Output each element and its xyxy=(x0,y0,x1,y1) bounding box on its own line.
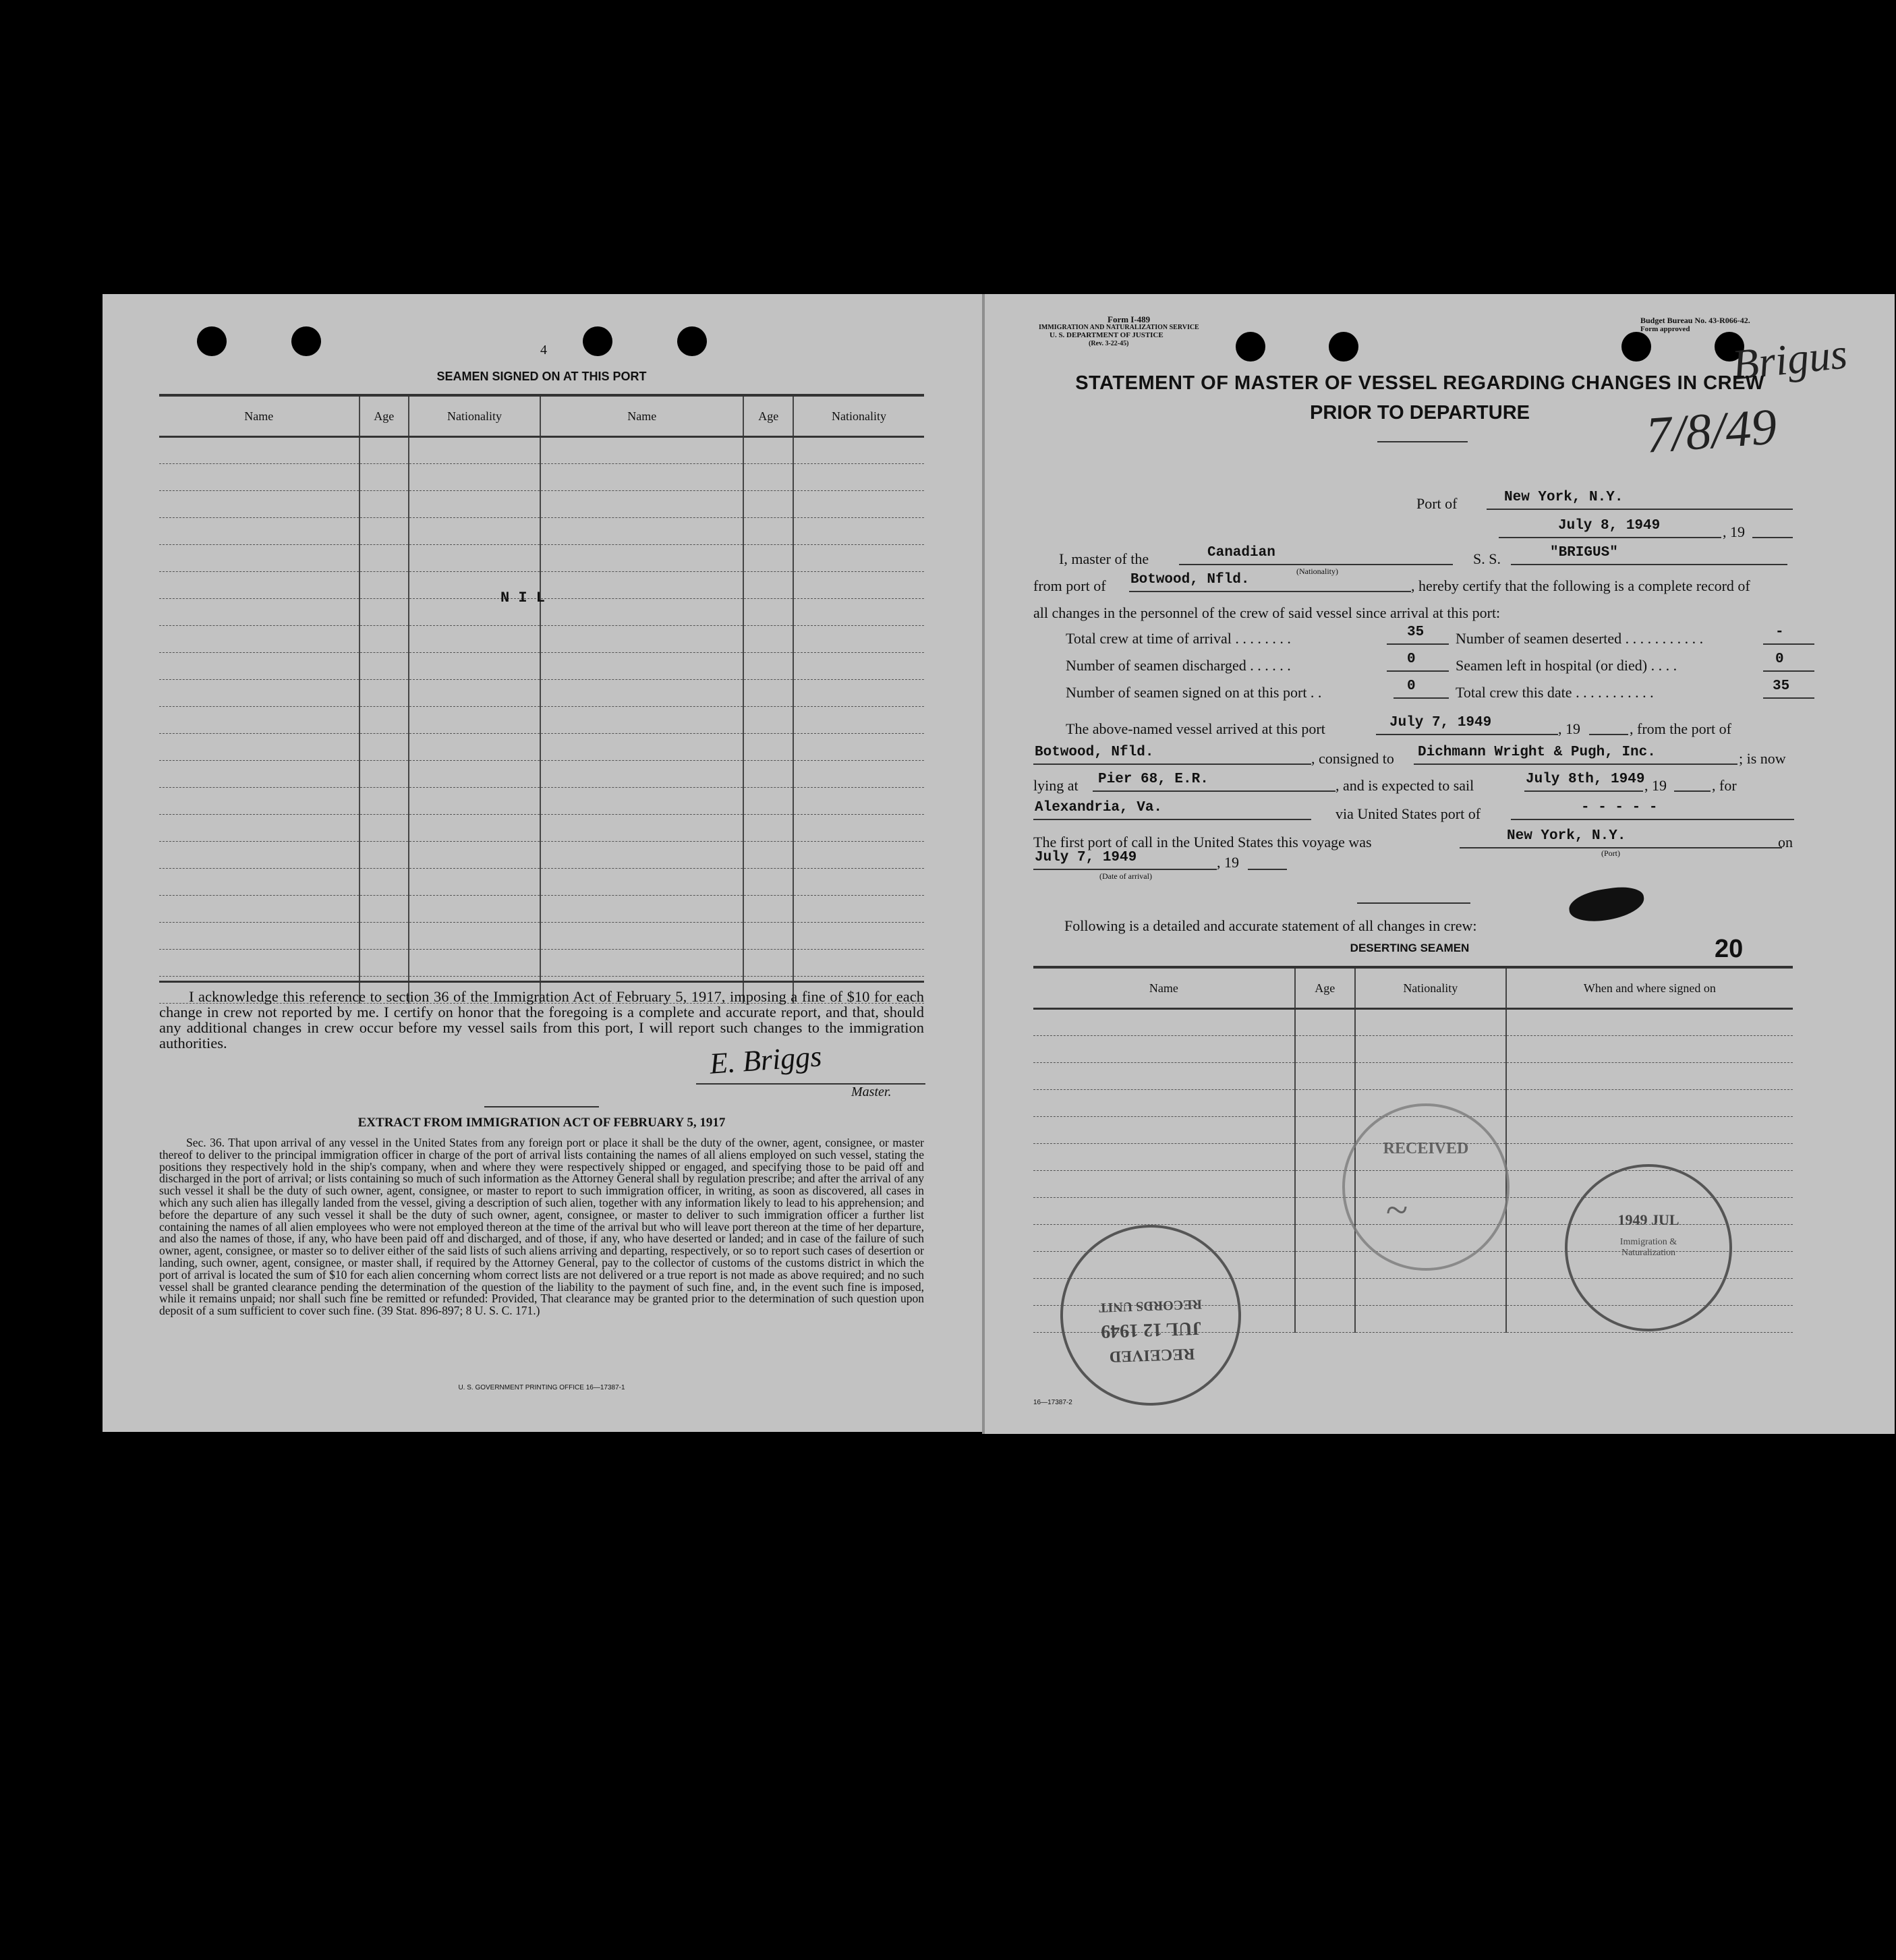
col-header-age: Age xyxy=(360,397,409,437)
col-header-nationality: Nationality xyxy=(1355,969,1506,1009)
from-port-label: from port of xyxy=(1033,577,1106,594)
form-number: Form I-489 xyxy=(1108,314,1151,324)
stat-value-discharged: 0 xyxy=(1407,652,1416,667)
acknowledgment-text: I acknowledge this reference to section 36 of the Immigration Act of February 5, 1917, imposing a fine of $10 for each change in crew not reported by me. I certify on honor that the foregoing is a complete and accurate report, and that, should any additional changes in crew occur before my vessel sails from this port, I will report such changes to the immigration authorities. xyxy=(159,988,924,1051)
port-value: New York, N.Y. xyxy=(1504,490,1624,505)
pier-value: Pier 68, E.R. xyxy=(1098,772,1209,787)
stamp-date-text: JUL 12 1949 xyxy=(1100,1317,1202,1342)
port-caption: (Port) xyxy=(1601,848,1620,858)
following-text: Following is a detailed and accurate statement of all changes in crew: xyxy=(1064,917,1477,934)
first-date-value: July 7, 1949 xyxy=(1035,850,1137,865)
expected-label: , and is expected to sail xyxy=(1335,777,1474,794)
page-number: 4 xyxy=(540,343,547,357)
col-header-age: Age xyxy=(743,397,793,437)
punch-hole xyxy=(1621,332,1651,362)
stamp-received-text: RECEIVED xyxy=(1109,1344,1195,1366)
initials-mark: ~ xyxy=(1385,1188,1408,1232)
extract-title: EXTRACT FROM IMMIGRATION ACT OF FEBRUARY 5, 1917 xyxy=(357,1116,726,1130)
date-value: July 8, 1949 xyxy=(1558,518,1661,534)
on-label: on xyxy=(1778,834,1793,851)
col-header-nationality: Nationality xyxy=(409,397,540,437)
stat-label-total-arrival: Total crew at time of arrival . . . . . . . . xyxy=(1066,630,1291,647)
stat-value-total-date: 35 xyxy=(1773,679,1790,694)
port-label: Port of xyxy=(1416,495,1458,512)
stamp-received-text: RECEIVED xyxy=(1383,1140,1469,1157)
col-header-name: Name xyxy=(159,397,360,437)
ship-name: "BRIGUS" xyxy=(1550,545,1618,560)
form-title-line-2: PRIOR TO DEPARTURE xyxy=(1309,402,1530,424)
handwritten-count: 20 xyxy=(1715,935,1744,963)
col-header-age: Age xyxy=(1295,969,1355,1009)
via-value: - - - - - xyxy=(1581,800,1658,815)
col-header-name: Name xyxy=(1033,969,1295,1009)
first-port-label: The first port of call in the United States this voyage was xyxy=(1033,834,1372,851)
printer-line: U. S. GOVERNMENT PRINTING OFFICE 16—17387-1 xyxy=(458,1384,625,1391)
punch-hole xyxy=(1329,332,1358,362)
col-header-nationality: Nationality xyxy=(793,397,924,437)
certify-text-2: all changes in the personnel of the crew of said vessel since arrival at this port: xyxy=(1033,604,1501,621)
handwritten-date: 7/8/49 xyxy=(1644,398,1779,464)
nil-entry: N I L xyxy=(500,589,546,606)
stat-label-deserted: Number of seamen deserted . . . . . . . . . . . xyxy=(1456,630,1704,647)
sail-value: July 8th, 1949 xyxy=(1526,772,1645,787)
agency-line-1: IMMIGRATION AND NATURALIZATION SERVICE xyxy=(1039,324,1199,331)
received-stamp-faint xyxy=(1342,1103,1510,1271)
stat-label-hospital: Seamen left in hospital (or died) . . . . xyxy=(1456,657,1677,674)
punch-hole xyxy=(1236,332,1265,362)
right-page: Form I-489 IMMIGRATION AND NATURALIZATION SERVICE U. S. DEPARTMENT OF JUSTICE (Rev. 3-22-45) Budget Bureau No. 43-R066-42. Form approved Brigus 7/8/49 STATEMENT OF MASTER OF VESSEL REGARDING CHANGES IN CREW PRIOR TO DEPARTURE Port of New York, N.Y. July 8, 1949 , 19 I, master of the Canadian (Nationality) S. S. "BRIGUS" from port of Botwood, Nfld. , hereby certify that the following is a complete record of all changes in the personnel of the crew of said vessel since arrival at this port: Total crew at time of arrival . . . . . . . . 35 Number of seamen deserted . . . . . . . . . . . - Number of seamen discharged . . . . . . 0 Seamen left in hospital (or died) . . . . 0 Number of seamen signed on at this port . . 0 Total crew this date . . . . . . . . . . . 35 The above-named vessel arrived at this port July 7, 1949 , 19 , from the port of Botwood, Nfld. , consigned to Dichmann Wright & Pugh, Inc. ; is now lying at Pier 68, E.R. , and is expected to sail July 8th, 1949 , 19 , for Alexandria, Va. via United States port of - - - - - The first port of call in the United States this voyage was New York, N.Y. (Port) on July 7, 1949 (Date of arrival) , 19 Following is a detailed and accurate statement of all changes in crew: DESERTING SEAMEN 20 Name Age Nationality When and where signed on RECEIVED JUL 12 1949 RECORDS UNIT RECEIVED ~ 1949 JUL Immigration & Naturalization 16—17387-2 xyxy=(985,294,1895,1434)
signature-title: Master. xyxy=(851,1085,892,1099)
printer-line: 16—17387-2 xyxy=(1033,1399,1072,1406)
col-header-name: Name xyxy=(540,397,743,437)
stat-label-discharged: Number of seamen discharged . . . . . . xyxy=(1066,657,1291,674)
is-now-label: ; is now xyxy=(1739,750,1786,767)
certify-text: , hereby certify that the following is a complete record of xyxy=(1411,577,1750,594)
master-signature: E. Briggs xyxy=(708,1039,823,1080)
ink-blot xyxy=(1567,884,1646,925)
destination-value: Alexandria, Va. xyxy=(1035,800,1163,815)
deserting-title: DESERTING SEAMEN xyxy=(1350,942,1470,954)
stat-label-total-date: Total crew this date . . . . . . . . . . . xyxy=(1456,684,1654,701)
handwritten-ship-name: Brigus xyxy=(1729,329,1849,389)
section-title: SEAMEN SIGNED ON AT THIS PORT xyxy=(436,370,647,383)
stat-value-deserted: - xyxy=(1775,625,1784,640)
form-approved: Form approved xyxy=(1640,325,1690,333)
arrived-label: The above-named vessel arrived at this port xyxy=(1066,720,1325,737)
from-the-port-label: , from the port of xyxy=(1630,720,1731,737)
revision: (Rev. 3-22-45) xyxy=(1089,340,1129,347)
lying-at-label: lying at xyxy=(1033,777,1079,794)
stamp-agency-text: Immigration & Naturalization xyxy=(1619,1237,1677,1258)
master-of-label: I, master of the xyxy=(1059,550,1149,567)
immigration-service-stamp xyxy=(1565,1164,1732,1331)
first-port-value: New York, N.Y. xyxy=(1507,828,1626,844)
seamen-signed-on-table xyxy=(159,397,924,1004)
stat-value-signed-on: 0 xyxy=(1407,679,1416,694)
form-title-line-1: STATEMENT OF MASTER OF VESSEL REGARDING CHANGES IN CREW xyxy=(1075,372,1764,394)
stamp-year-text: 1949 JUL xyxy=(1617,1211,1679,1228)
statute-text: Sec. 36. That upon arrival of any vessel in the United States from any foreign port or place it shall be the duty of the owner, agent, consignee, or master thereof to deliver to the principal immigration officer in charge of the port of arrival lists containing the names of all aliens employed on such vessel, stating the positions they respectively hold in the ship's company, when and where they were respectively shipped or engaged, and specifying those to be paid off and discharged in the port of arrival; or lists containing so much of such information as the Attorney General shall by regulation prescribe; and after the arrival of any such vessel it shall be the duty of such owner, agent, consignee, or master to report to such immigration officer, in writing, as soon as discovered, all cases in which any such alien has illegally landed from the vessel, giving a description of such alien, together with any information likely to lead to his apprehension; and before the departure of any such vessel it shall be the duty of such owner, agent, consignee, or master to deliver to such immigration officer a further list containing the names of all alien employees who were not employed thereon at the time of the arrival but who will leave port thereon at the time of her departure, and also the names of those, if any, who have been paid off and discharged, and of those, if any, who have deserted or landed; and in case of the failure of such owner, agent, consignee, or master so to deliver either of the said lists of such aliens arriving and departing, respectively, or so to report such cases of desertion or landing, such owner, agent, consignee, or master shall, if required by the Attorney General, pay to the collector of customs of the customs district in which the port of arrival is located the sum of $10 for each alien concerning whom correct lists are not delivered or a true report is not made as above required; and no such vessel shall be granted clearance pending the determination of the question of the liability to the payment of such fine, and, in the event such fine is imposed, while it remains unpaid; nor shall such fine be remitted or refunded: Provided, That clearance may be granted prior to the determination of such question upon deposit of a sum sufficient to cover such fine. (39 Stat. 896-897; 8 U. S. C. 171.) xyxy=(159,1136,924,1318)
arrived-value: July 7, 1949 xyxy=(1389,715,1492,730)
date-arrival-caption: (Date of arrival) xyxy=(1099,871,1152,881)
stamp-unit-text: RECORDS UNIT xyxy=(1098,1296,1203,1315)
stat-value-hospital: 0 xyxy=(1775,652,1784,667)
nationality-value: Canadian xyxy=(1207,545,1275,560)
from-port-value: Botwood, Nfld. xyxy=(1130,572,1250,587)
ss-label: S. S. xyxy=(1473,550,1501,567)
for-label: , for xyxy=(1712,777,1737,794)
agency-line-2: U. S. DEPARTMENT OF JUSTICE xyxy=(1050,331,1164,339)
col-header-signed-on: When and where signed on xyxy=(1506,969,1793,1009)
consignee-value: Dichmann Wright & Pugh, Inc. xyxy=(1418,745,1656,760)
consigned-label: , consigned to xyxy=(1311,750,1394,767)
prev-port-value: Botwood, Nfld. xyxy=(1035,745,1154,760)
via-label: via United States port of xyxy=(1335,805,1481,822)
left-page xyxy=(103,294,985,1432)
year-prefix: , 19 xyxy=(1723,523,1745,540)
stat-value-total-arrival: 35 xyxy=(1407,625,1425,640)
stat-label-signed-on: Number of seamen signed on at this port . . xyxy=(1066,684,1322,701)
budget-bureau: Budget Bureau No. 43-R066-42. xyxy=(1640,316,1750,325)
nationality-caption: (Nationality) xyxy=(1296,567,1338,576)
